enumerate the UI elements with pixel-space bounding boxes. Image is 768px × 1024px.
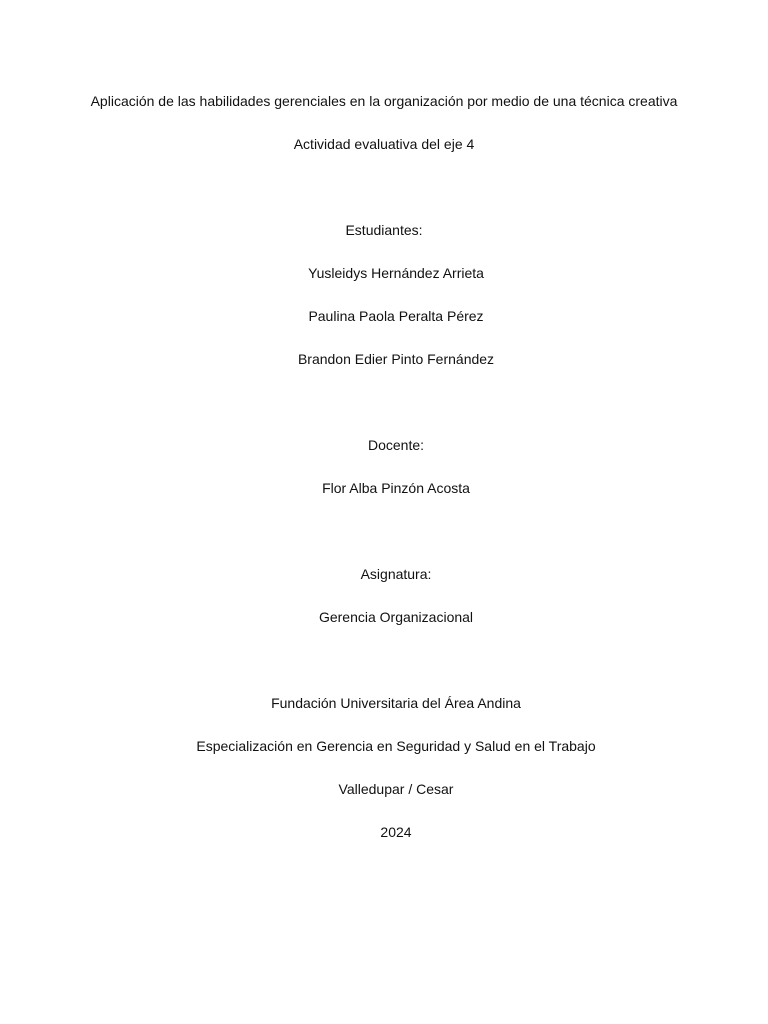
- document-subtitle: Actividad evaluativa del eje 4: [293, 136, 475, 152]
- city-name: Valledupar / Cesar: [338, 781, 454, 797]
- student-name: Yusleidys Hernández Arrieta: [308, 265, 484, 281]
- subject-name: Gerencia Organizacional: [318, 609, 474, 625]
- students-label: Estudiantes:: [345, 222, 423, 238]
- student-name: Brandon Edier Pinto Fernández: [297, 351, 495, 367]
- teacher-name: Flor Alba Pinzón Acosta: [322, 480, 470, 496]
- subject-label: Asignatura:: [360, 566, 432, 582]
- year: 2024: [380, 824, 412, 840]
- document-title: Aplicación de las habilidades gerenciales en la organización por medio de una técnica creativa: [90, 93, 678, 109]
- program-name: Especialización en Gerencia en Seguridad y Salud en el Trabajo: [196, 738, 596, 754]
- teacher-label: Docente:: [367, 437, 425, 453]
- student-name: Paulina Paola Peralta Pérez: [308, 308, 484, 324]
- institution-name: Fundación Universitaria del Área Andina: [271, 695, 521, 711]
